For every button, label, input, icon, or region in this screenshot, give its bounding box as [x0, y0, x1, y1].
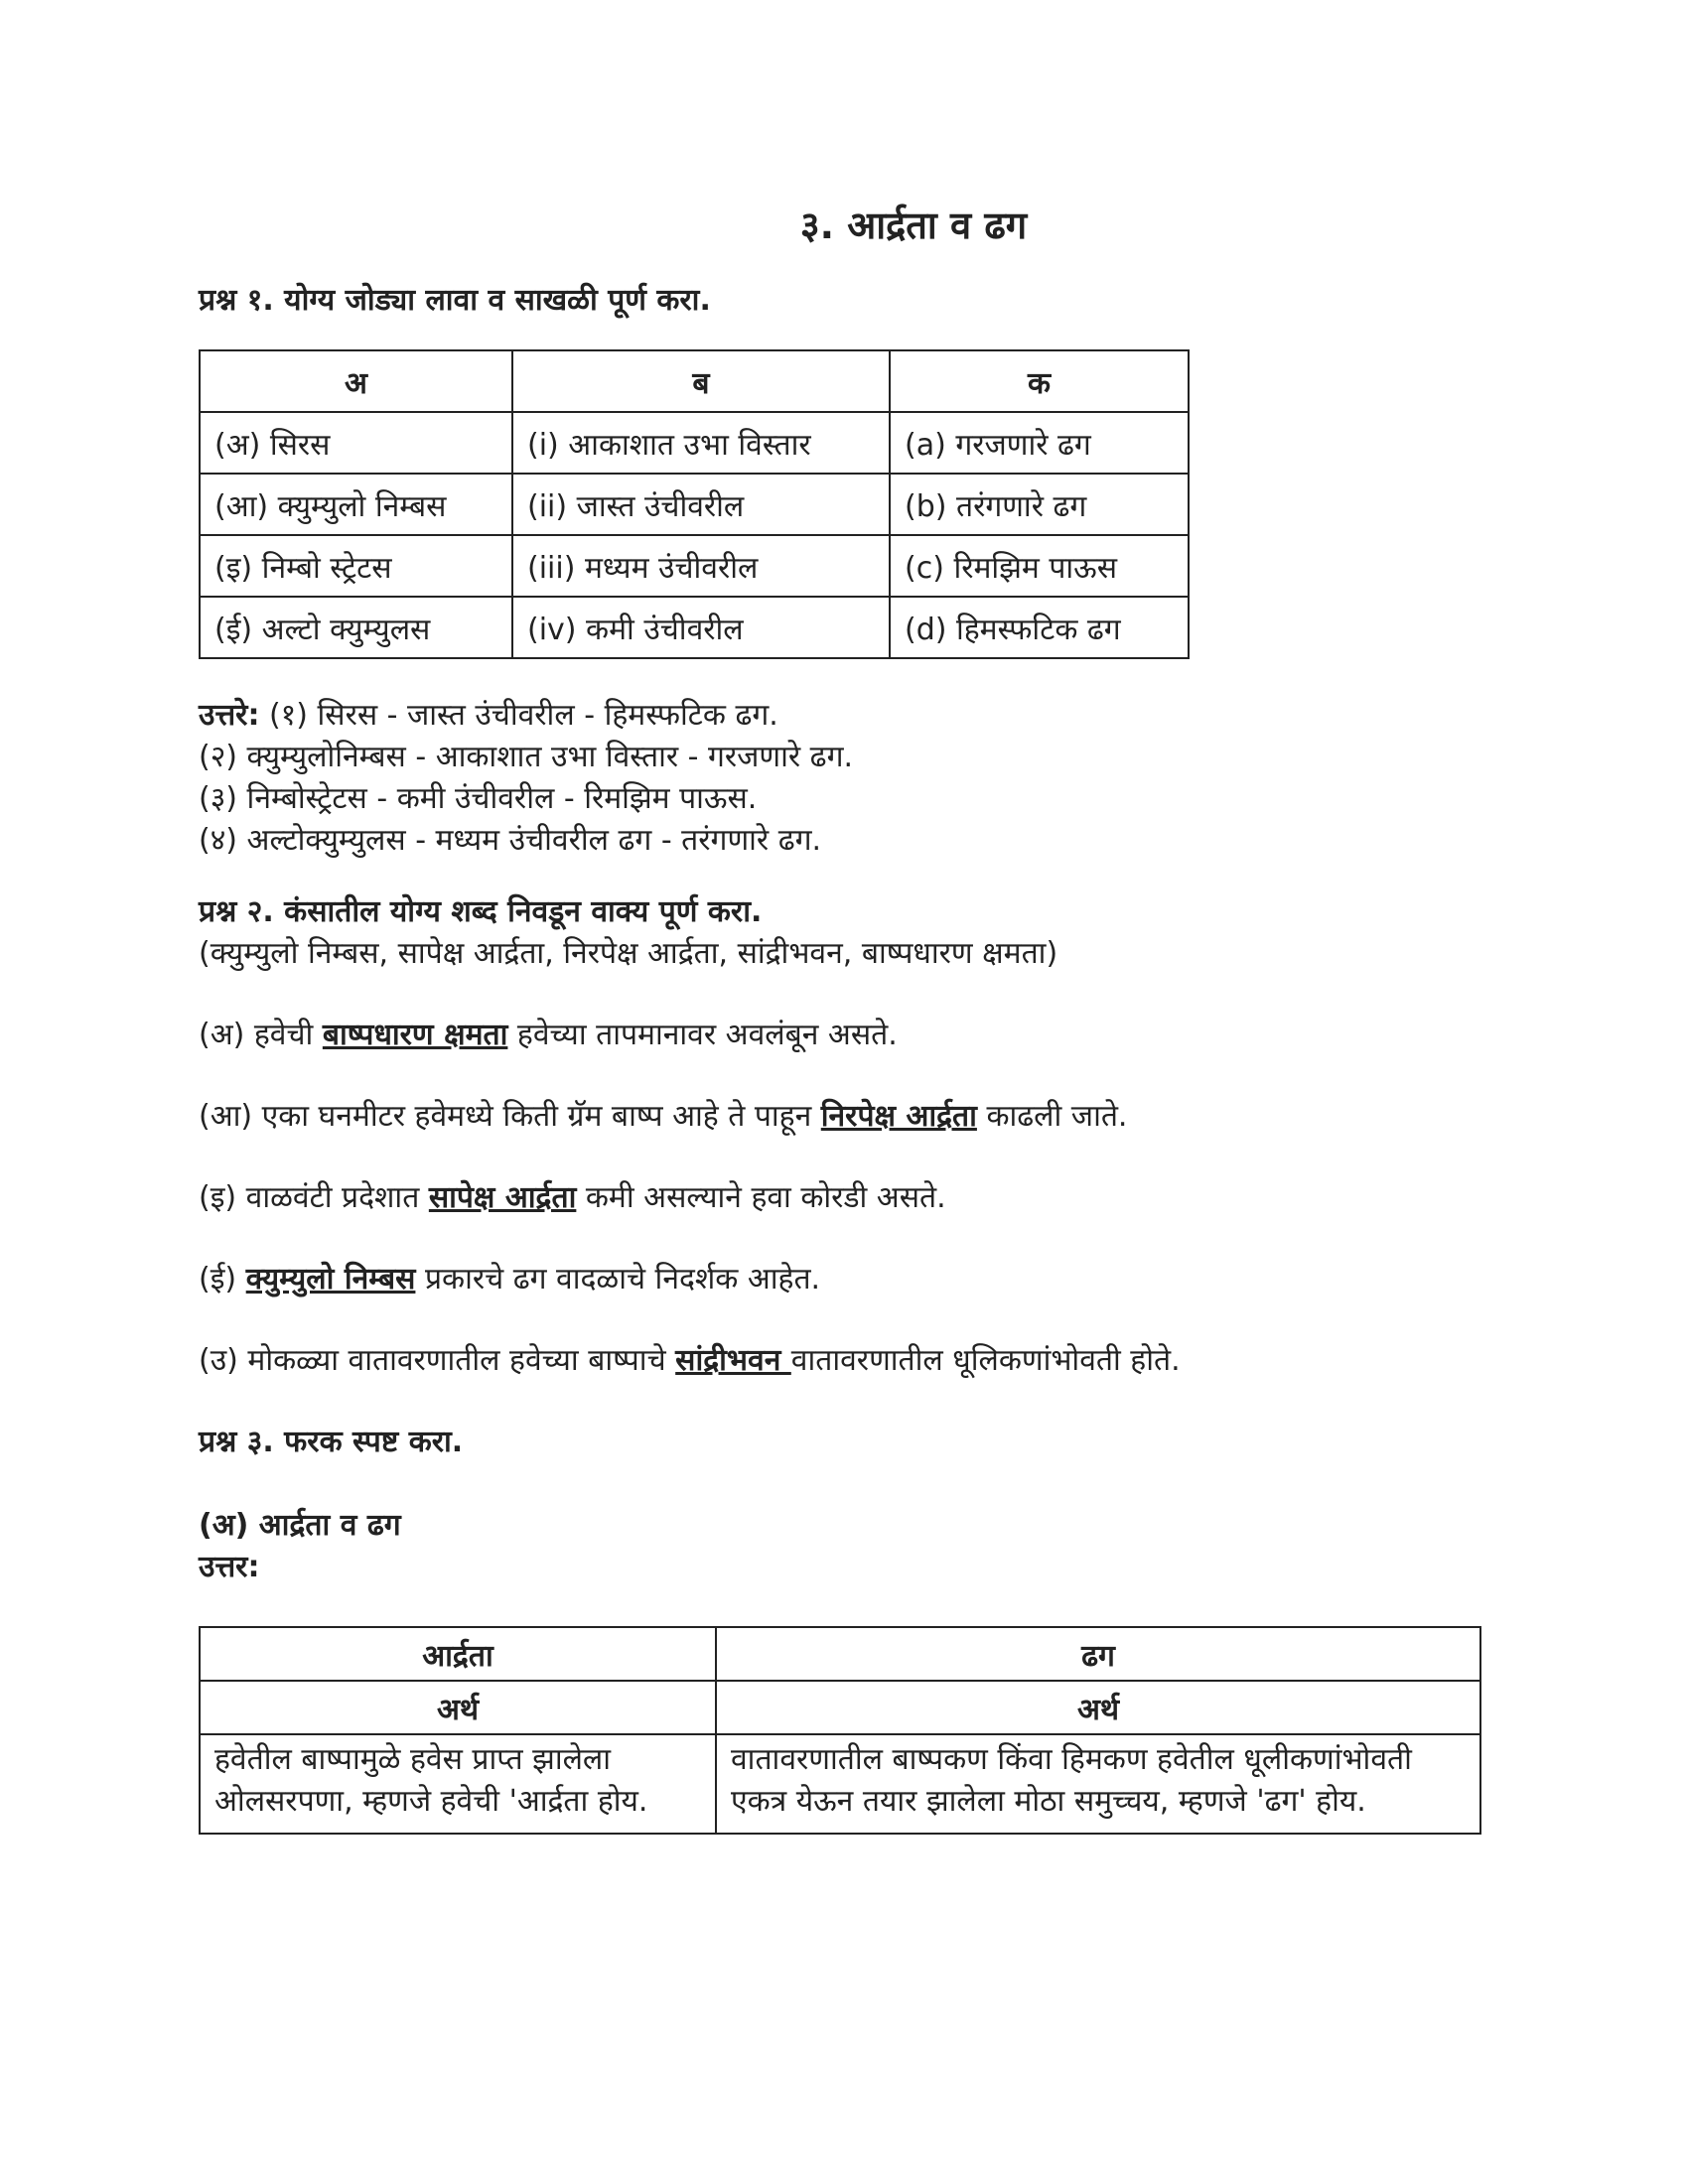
sentence-text: (अ) हवेची — [199, 1018, 323, 1052]
table-row — [200, 474, 1189, 535]
fill-blank-line — [199, 1096, 1489, 1138]
table-cell: हवेतील बाष्पामुळे हवेस प्राप्त झालेला ओलसरपणा, म्हणजे हवेची 'आर्द्रता होय. — [200, 1734, 716, 1834]
filled-answer: क्युम्युलो निम्बस — [245, 1262, 416, 1297]
filled-answer: सांद्रीभवन — [675, 1343, 791, 1378]
answer-label: उत्तर: — [199, 1550, 260, 1584]
table-cell: (c) रिमझिम पाऊस — [890, 535, 1189, 597]
filled-answer: सापेक्ष आर्द्रता — [428, 1180, 577, 1215]
sentence-text: प्रकारचे ढग वादळाचे निदर्शक आहेत. — [415, 1262, 821, 1297]
column-header-k: क — [890, 350, 1189, 412]
fill-blank-line — [199, 1340, 1489, 1382]
sentence-text: हवेच्या तापमानावर अवलंबून असते. — [507, 1018, 898, 1052]
answer-line: (२) क्युम्युलोनिम्बस - आकाशात उभा विस्तार - गरजणारे ढग. — [199, 740, 854, 774]
sentence-text: कमी असल्याने हवा कोरडी असते. — [576, 1180, 946, 1215]
table-cell: (i) आकाशात उभा विस्तार — [512, 412, 890, 474]
table-cell: (iii) मध्यम उंचीवरील — [512, 535, 890, 597]
answer-text: (१) सिरस - जास्त उंचीवरील - हिमस्फटिक ढग. — [259, 698, 778, 733]
table-cell: (b) तरंगणारे ढग — [890, 474, 1189, 535]
difference-subheader-row — [200, 1681, 1480, 1734]
fill-blank-line — [199, 1259, 1489, 1300]
match-table — [199, 349, 1190, 659]
sentence-text: (उ) मोकळ्या वातावरणातील हवेच्या बाष्पाचे — [199, 1343, 676, 1378]
table-cell: (अ) सिरस — [200, 412, 512, 474]
table-cell: (ई) अल्टो क्युम्युलस — [200, 597, 512, 658]
sentence-text: (इ) वाळवंटी प्रदेशात — [199, 1180, 429, 1215]
table-cell: (d) हिमस्फटिक ढग — [890, 597, 1189, 658]
worksheet-page — [199, 199, 1489, 1835]
question-1-answers — [199, 695, 1489, 862]
filled-answer: बाष्पधारण क्षमता — [322, 1018, 508, 1052]
table-row — [200, 535, 1189, 597]
table-row — [200, 597, 1189, 658]
chapter-title: ३. आर्द्रता व ढग — [799, 204, 1028, 247]
sentence-text: (ई) — [199, 1262, 246, 1297]
column-header-humidity: आर्द्रता — [200, 1627, 716, 1681]
table-cell: (इ) निम्बो स्ट्रेटस — [200, 535, 512, 597]
fill-blank-line — [199, 1015, 1489, 1056]
column-header-b: ब — [512, 350, 890, 412]
sentence-text: काढली जाते. — [976, 1099, 1128, 1134]
table-row — [200, 412, 1189, 474]
sub-question-heading: (अ) आर्द्रता व ढग — [199, 1508, 401, 1543]
question-3-heading: प्रश्न ३. फरक स्पष्ट करा. — [199, 1425, 464, 1459]
match-table-header-row — [200, 350, 1189, 412]
difference-header-row — [200, 1627, 1480, 1681]
filled-answer: निरपेक्ष आर्द्रता — [820, 1099, 977, 1134]
answer-line — [199, 695, 1489, 737]
answers-label: उत्तरे: — [199, 698, 260, 733]
column-header-clouds: ढग — [716, 1627, 1480, 1681]
fill-blank-line — [199, 1177, 1489, 1219]
word-options: (क्युम्युलो निम्बस, सापेक्ष आर्द्रता, निरपेक्ष आर्द्रता, सांद्रीभवन, बाष्पधारण क्षमता) — [199, 936, 1058, 971]
question-2-heading: प्रश्न २. कंसातील योग्य शब्द निवडून वाक्य पूर्ण करा. — [199, 894, 763, 929]
table-cell: (आ) क्युम्युलो निम्बस — [200, 474, 512, 535]
table-row — [200, 1734, 1480, 1834]
difference-table — [199, 1626, 1481, 1835]
sentence-text: वातावरणातील धूलिकणांभोवती होते. — [790, 1343, 1181, 1378]
answer-line: (४) अल्टोक्युम्युलस - मध्यम उंचीवरील ढग - तरंगणारे ढग. — [199, 823, 822, 858]
answer-line: (३) निम्बोस्ट्रेटस - कमी उंचीवरील - रिमझिम पाऊस. — [199, 781, 758, 816]
table-cell: (iv) कमी उंचीवरील — [512, 597, 890, 658]
table-cell: (a) गरजणारे ढग — [890, 412, 1189, 474]
column-header-a: अ — [200, 350, 512, 412]
sentence-text: (आ) एका घनमीटर हवेमध्ये किती ग्रॅम बाष्प आहे ते पाहून — [199, 1099, 821, 1134]
question-1-heading: प्रश्न १. योग्य जोड्या लावा व साखळी पूर्ण करा. — [199, 283, 711, 318]
subheader-meaning: अर्थ — [716, 1681, 1480, 1734]
table-cell: वातावरणातील बाष्पकण किंवा हिमकण हवेतील धूलीकणांभोवती एकत्र येऊन तयार झालेला मोठा समुच्चय, म्हणजे 'ढग' होय. — [716, 1734, 1480, 1834]
subheader-meaning: अर्थ — [200, 1681, 716, 1734]
table-cell: (ii) जास्त उंचीवरील — [512, 474, 890, 535]
